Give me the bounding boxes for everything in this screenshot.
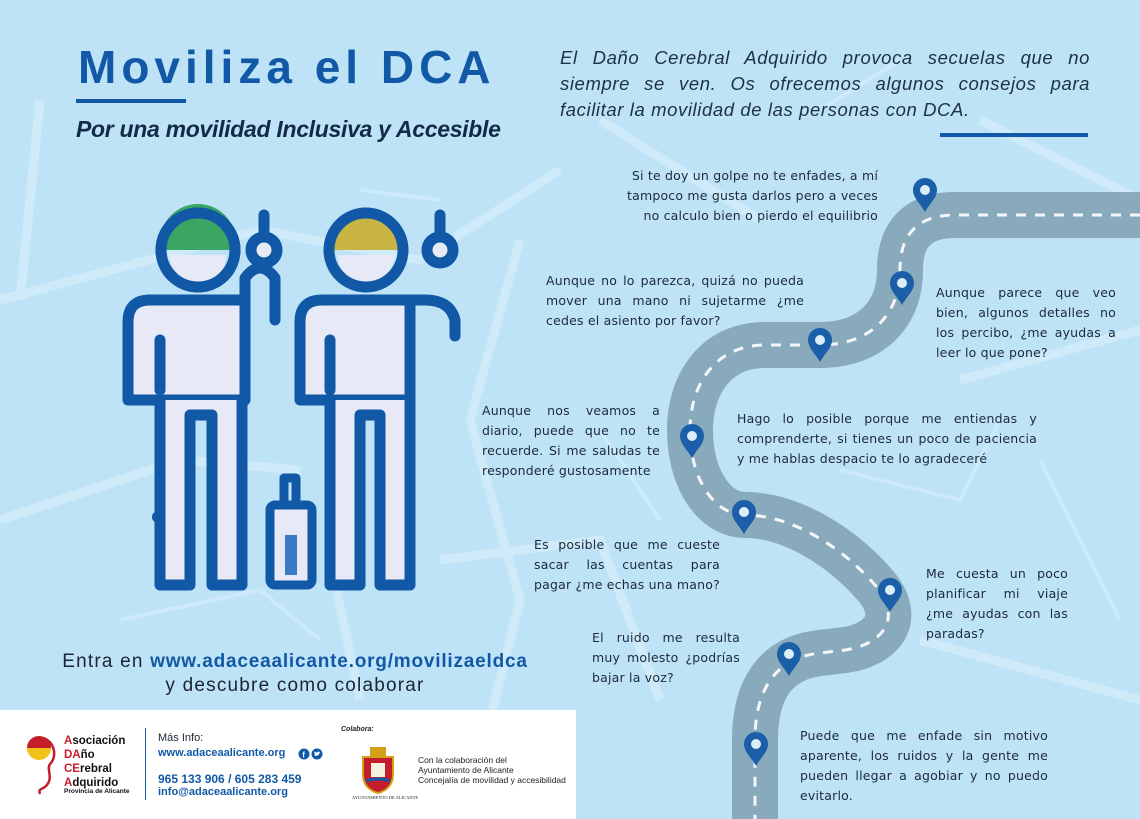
person-icon	[300, 213, 455, 585]
cta-prefix: Entra en	[62, 651, 151, 672]
tip-anger: Puede que me enfade sin motivo aparente, los ruidos y la gente me pueden llegar a agobiar y no puedo evitarlo.	[800, 728, 1048, 803]
svg-text:f: f	[302, 750, 305, 760]
suitcase-icon	[270, 478, 312, 585]
association-province: Provincia de Alicante	[64, 788, 130, 795]
cta-link[interactable]: www.adaceaalicante.org/movilizaeldca	[150, 651, 528, 672]
tip-reading: Aunque parece que veo bien, algunos detalles no los percibo, ¿me ayudas a leer lo que pone?	[936, 285, 1116, 360]
twitter-icon	[312, 749, 323, 760]
website-link[interactable]: www.adaceaalicante.org	[158, 747, 286, 759]
page-subtitle: Por una movilidad Inclusiva y Accesible	[76, 116, 501, 142]
tip-balance: Si te doy un golpe no te enfades, a mí tampoco me gusta darlos pero a veces no calculo bien o pierdo el equilibrio	[626, 168, 878, 223]
tip-remember: Aunque nos veamos a diario, puede que no te recuerde. Si me saludas te responderé gustosamente	[482, 403, 660, 478]
tip-payment: Es posible que me cueste sacar las cuentas para pagar ¿me echas una mano?	[534, 537, 720, 592]
intro-underline	[940, 133, 1088, 137]
association-name: Asociación DAño CErebral Adquirido	[64, 735, 126, 789]
title-underline	[76, 99, 186, 103]
collaboration-text: Con la colaboración del Ayuntamiento de Alicante Concejalía de movilidad y accesibilidad	[418, 755, 566, 785]
intro-text: El Daño Cerebral Adquirido provoca secuelas que no siempre se ven. Os ofrecemos algunos consejos para facilitar la movilidad de las personas con DCA.	[560, 47, 1090, 120]
crest-caption: AYUNTAMIENTO DE ALICANTE	[352, 795, 419, 800]
footer-divider	[145, 728, 146, 800]
alicante-crest-logo	[358, 745, 398, 795]
tip-noise: El ruido me resulta muy molesto ¿podrías bajar la voz?	[592, 630, 740, 685]
email-link[interactable]: info@adaceaalicante.org	[158, 786, 288, 798]
social-icons	[298, 748, 324, 760]
cta-line2: y descubre como colaborar	[165, 675, 425, 696]
tip-patience: Hago lo posible porque me entiendas y comprenderte, si tienes un poco de paciencia y me hablas despacio te lo agradeceré	[737, 411, 1037, 466]
tip-seat: Aunque no lo parezca, quizá no pueda mover una mano ni sujetarme ¿me cedes el asiento por favor?	[546, 273, 804, 328]
person-hand-dot	[152, 511, 164, 523]
phone-numbers: 965 133 906 / 605 283 459	[158, 772, 302, 786]
facebook-icon	[299, 749, 310, 760]
page-title: Moviliza el DCA	[78, 41, 496, 93]
adacea-logo	[24, 734, 64, 796]
collaborator-label: Colabora:	[341, 726, 374, 733]
more-info-label: Más Info:	[158, 732, 204, 744]
call-to-action	[0, 650, 590, 698]
tip-planning: Me cuesta un poco planificar mi viaje ¿me ayudas con las paradas?	[926, 566, 1068, 641]
